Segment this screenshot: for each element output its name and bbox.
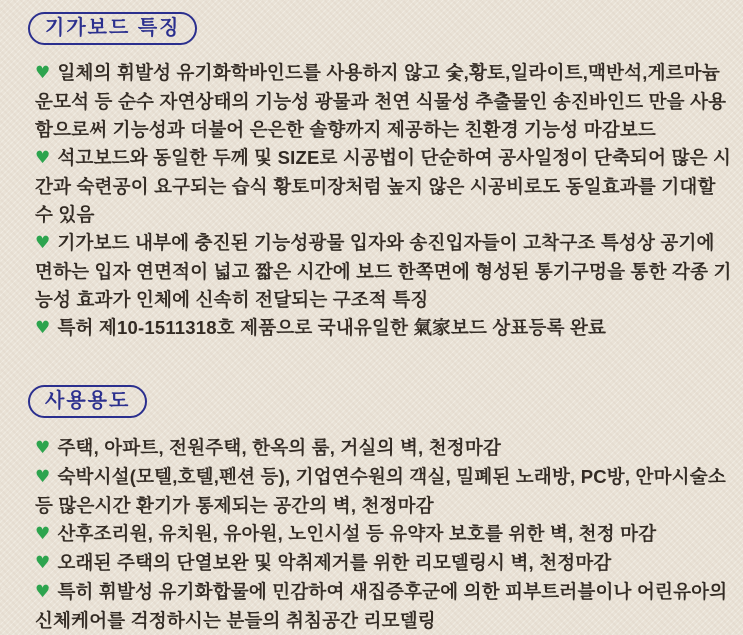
heart-bullet-icon: ♥ bbox=[35, 553, 51, 573]
section-usage bbox=[28, 385, 731, 635]
list-item bbox=[35, 549, 735, 578]
heart-bullet-icon: ♥ bbox=[35, 438, 51, 458]
list-item bbox=[35, 434, 735, 463]
item-text: 일체의 휘발성 유기화학바인드를 사용하지 않고 숯,황토,일라이트,맥반석,게르마늄운모석 등 순수 자연상태의 기능성 광물과 천연 식물성 추출물인 송진바인드 만을 사용함으로써 기능성과 더불어 은은한 솔향까지 제공하는 친환경 기능성 마감보드 bbox=[35, 62, 727, 140]
list-item bbox=[35, 229, 735, 314]
section-title-usage: 사용용도 bbox=[28, 385, 147, 418]
item-text: 주택, 아파트, 전원주택, 한옥의 룸, 거실의 벽, 천정마감 bbox=[57, 437, 502, 458]
heart-bullet-icon: ♥ bbox=[35, 582, 51, 602]
item-text: 오래된 주택의 단열보완 및 악취제거를 위한 리모델링시 벽, 천정마감 bbox=[57, 552, 612, 573]
heart-bullet-icon: ♥ bbox=[35, 233, 51, 253]
heart-bullet-icon: ♥ bbox=[35, 467, 51, 487]
list-item bbox=[35, 59, 735, 144]
item-text: 숙박시설(모텔,호텔,펜션 등), 기업연수원의 객실, 밀폐된 노래방, PC방, 안마시술소 등 많은시간 환기가 통제되는 공간의 벽, 천정마감 bbox=[35, 466, 726, 516]
list-item bbox=[35, 314, 735, 343]
item-text: 석고보드와 동일한 두께 및 SIZE로 시공법이 단순하여 공사일정이 단축되어 많은 시간과 숙련공이 요구되는 습식 황토미장처럼 높지 않은 시공비로도 동일효과를 기대할 수 있음 bbox=[35, 147, 732, 225]
section-title-features: 기가보드 특징 bbox=[28, 12, 197, 45]
section-features bbox=[28, 12, 731, 343]
heart-bullet-icon: ♥ bbox=[35, 524, 51, 544]
item-text: 산후조리원, 유치원, 유아원, 노인시설 등 유약자 보호를 위한 벽, 천정 마감 bbox=[57, 523, 657, 544]
heart-bullet-icon: ♥ bbox=[35, 63, 51, 83]
list-item bbox=[35, 144, 735, 229]
heart-bullet-icon: ♥ bbox=[35, 148, 51, 168]
item-text: 특허 제10-1511318호 제품으로 국내유일한 氣家보드 상표등록 완료 bbox=[57, 317, 607, 338]
list-item bbox=[35, 463, 735, 520]
list-item bbox=[35, 578, 735, 635]
features-list bbox=[35, 59, 735, 343]
usage-list bbox=[35, 434, 735, 635]
list-item bbox=[35, 520, 735, 549]
item-text: 기가보드 내부에 충진된 기능성광물 입자와 송진입자들이 고착구조 특성상 공기에 면하는 입자 연면적이 넓고 짧은 시간에 보드 한쪽면에 형성된 통기구멍을 통한 각종 기능성 효과가 인체에 신속히 전달되는 구조적 특징 bbox=[35, 232, 732, 310]
item-text: 특히 휘발성 유기화합물에 민감하여 새집증후군에 의한 피부트러블이나 어린유아의 신체케어를 걱정하시는 분들의 취침공간 리모델링 bbox=[35, 581, 728, 631]
heart-bullet-icon: ♥ bbox=[35, 318, 51, 338]
